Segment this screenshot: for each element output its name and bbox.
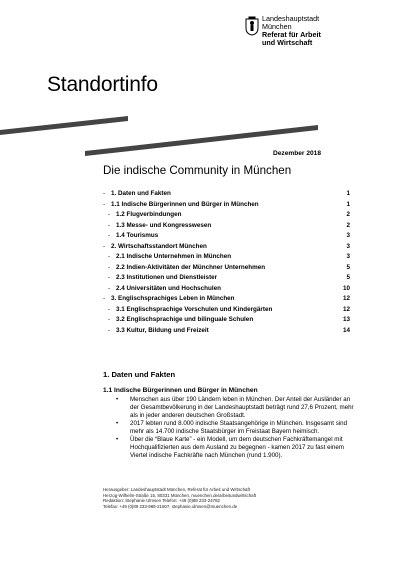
page-title: Standortinfo: [47, 73, 158, 96]
toc-entry[interactable]: - 2.4 Universitäten und Hochschulen 10: [108, 284, 350, 292]
dept-name-line2: und Wirtschaft: [262, 38, 313, 47]
toc-entry[interactable]: - 3. Englischsprachiges Leben in München 12: [103, 295, 350, 302]
toc-entry[interactable]: - 2.1 Indische Unternehmen in München 3: [108, 253, 350, 260]
toc-entry[interactable]: - 1.1 Indische Bürgerinnen und Bürger in München 1: [103, 200, 350, 208]
toc-entry[interactable]: - 2.3 Institutionen und Dienstleister 5: [108, 274, 350, 281]
document-title: Die indische Community in München: [103, 164, 292, 177]
list-item: • Über die “Blaue Karte” - ein Modell, um dem deutschen Fachkräftemangel mit Hochqualifizierten aus dem Ausland zu begegnen - kamen 2017 zu fast einem Viertel indische Fachkräfte nach München (rund 1.900).: [116, 436, 344, 459]
decorative-stripes: [0, 96, 400, 156]
munich-coat-of-arms-icon: [244, 16, 260, 36]
toc-entry[interactable]: - 2.2 Indien-Aktivitäten der Münchner Unternehmen 5: [108, 263, 350, 271]
footer-line: Telefax: +49 (0)89 233-989-21607, stephanie.ulmsen@muenchen.de: [103, 503, 238, 509]
publication-date: Dezember 2018: [272, 150, 321, 157]
toc-entry[interactable]: - 1.4 Tourismus 3: [108, 232, 350, 239]
toc-entry[interactable]: - 3.2 Englischsprachige und bilinguale Schulen 13: [108, 316, 350, 323]
footer-line: Redaktion: Stephanie Ulmsen Telefon: +49 (0)89 233-24782: [103, 498, 220, 504]
toc-entry[interactable]: - 1. Daten und Fakten 1: [103, 190, 350, 197]
footer-line: Herausgeber: Landeshauptstadt München, Referat für Arbeit und Wirtschaft: [103, 487, 250, 492]
toc-entry[interactable]: - 2. Wirtschaftsstandort München 3: [103, 242, 350, 250]
list-item: • 2017 lebten rund 8.000 indische Staatsangehörige in München. Insgesamt sind mehr als 14.700 indische Staatsbürger im Freistaat Bayern heimisch.: [116, 420, 348, 435]
footer-line: Herzog-Wilhelm-Straße 15, 80331 München, muenchen.de/arbeitundwirtschaft: [103, 492, 257, 498]
org-name-line2: München: [262, 22, 292, 31]
facts-bullet-list: [116, 396, 356, 460]
toc-entry[interactable]: - 3.1 Englischsprachige Vorschulen und Kindergärten 12: [108, 305, 350, 313]
toc-entry[interactable]: - 1.2 Flugverbindungen 2: [108, 211, 350, 218]
org-logo-text: [262, 15, 321, 47]
toc-entry[interactable]: - 3.3 Kultur, Bildung und Freizeit 14: [108, 326, 350, 334]
list-item: • Menschen aus über 190 Ländern leben in München. Der Anteil der Ausländer an der Gesamtbevölkerung in der Landeshauptstadt beträgt rund 27,6 Prozent, mehr als in jeder anderen deutschen Großstadt.: [116, 396, 354, 419]
table-of-contents: [103, 189, 350, 336]
toc-entry[interactable]: - 1.3 Messe- und Kongresswesen 2: [108, 221, 350, 229]
publisher-footer: [103, 487, 256, 509]
dept-name-line1: Referat für Arbeit: [262, 30, 321, 39]
section-heading: 1. Daten und Fakten: [103, 370, 176, 379]
org-name-line1: Landeshauptstadt: [262, 14, 320, 23]
subsection-heading: 1.1 Indische Bürgerinnen und Bürger in München: [103, 387, 258, 394]
